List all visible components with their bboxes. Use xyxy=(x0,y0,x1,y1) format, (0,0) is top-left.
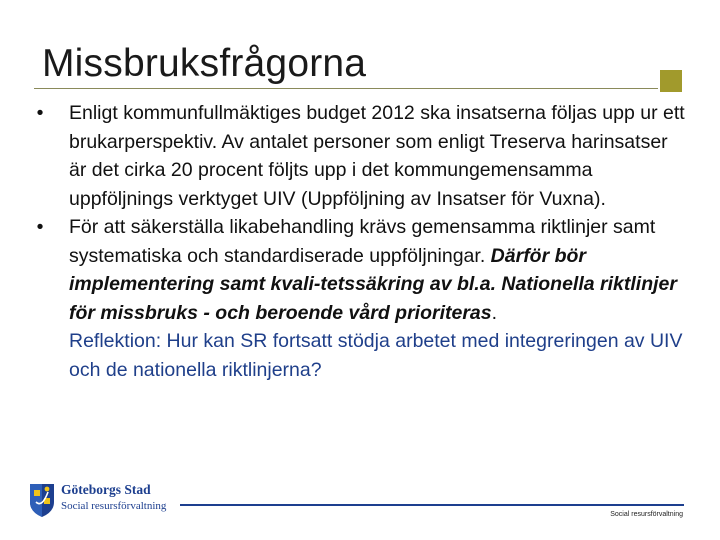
logo-department: Social resursförvaltning xyxy=(61,500,167,512)
bullet-marker: • xyxy=(36,102,44,124)
goteborgs-stad-logo xyxy=(27,480,172,520)
logo-city-name: Göteborgs Stad xyxy=(61,482,151,497)
footer-department-note: Social resursförvaltning xyxy=(610,511,683,518)
title-underline xyxy=(34,88,658,89)
slide-body xyxy=(30,99,690,384)
reflection-question: Reflektion: Hur kan SR fortsatt stödja arbetet med integreringen av UIV och de nationella riktlinjerna? xyxy=(69,330,683,381)
city-crest-icon xyxy=(27,480,57,518)
footer-divider xyxy=(180,504,684,506)
slide-title: Missbruksfrågorna xyxy=(42,42,367,85)
bullet-item-1 xyxy=(30,99,690,213)
bullet-marker: • xyxy=(36,216,44,238)
bullet-item-2 xyxy=(30,213,690,327)
bullet-2-end: . xyxy=(491,301,498,324)
bullet-2-text: För att säkerställa likabehandling krävs gemensamma riktlinjer samt systematiska och standardiserade uppföljningar. xyxy=(69,216,656,267)
bullet-1-text: Enligt kommunfullmäktiges budget 2012 ska insatserna följas upp ur ett brukarperspektiv. Av antalet personer som enligt Treserva harinsatser är det cirka 20 procent följts upp i det kommungemensamma uppföljnings verktyget UIV (Uppföljning av Insatser för Vuxna). xyxy=(69,102,685,210)
accent-square xyxy=(660,70,682,92)
bullet-2-emphasis: Därför bör implementering samt kvali-tetssäkring av bl.a. Nationella riktlinjer för missbruks - och beroende vård prioriteras xyxy=(69,244,677,324)
